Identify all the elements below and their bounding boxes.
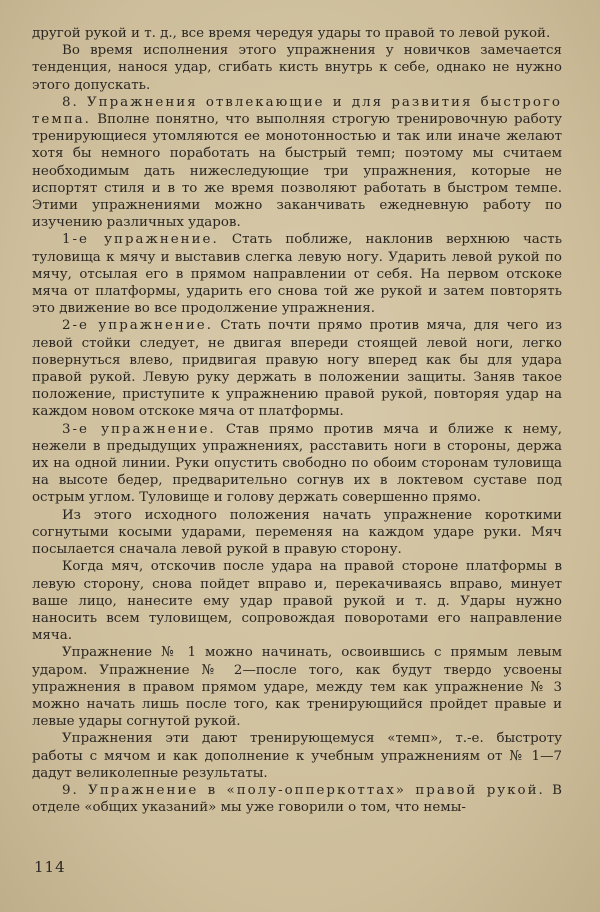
exercise-heading: 2-е упражнение.: [62, 318, 213, 334]
paragraph-exercise-2: 2-е упражнение. Стать почти прямо против мяча, для чего из левой стойки следует, не двигая впереди стоящей левой ноги, легко повернуться влево, придвигая правую ногу вперед как бы для удара правой рукой. Левую руку держать в положении защиты. Заняв такое положение, приступите к упражнению правой рукой, повторяя удар на каждом новом отскоке мяча от платформы.: [32, 318, 562, 420]
paragraph: Упражнения эти дают тренирующемуся «темп», т.-е. быстроту работы с мячом и как дополнение к учебным упражнениям от № 1—7 дадут великолепные результаты.: [32, 731, 562, 781]
paragraph-section-9: 9. Упражнение в «полу-опперкоттах» правой рукой. В отделе «общих указаний» мы уже говорили о том, что немы-: [32, 782, 562, 816]
paragraph: Во время исполнения этого упражнения у новичков замечается тенденция, нанося удар, сгибать кисть внутрь к себе, однако не нужно этого допускать.: [32, 43, 562, 93]
section-heading: 8. Упражнения отвлекающие и для развития быстрого темпа.: [32, 94, 562, 128]
paragraph-exercise-1: 1-е упражнение. Стать поближе, наклонив верхнюю часть туловища к мячу и выставив слегка левую ногу. Ударить левой рукой по мячу, отсылая его в прямом направлении от себя. На первом отскоке мяча от платформы, ударить его снова той же рукой и затем повторять это движение во все продолжение упражнения.: [32, 232, 562, 317]
paragraph: Из этого исходного положения начать упражнение короткими согнутыми косыми ударами, переменяя на каждом ударе руки. Мяч посылается сначала левой рукой в правую сторону.: [32, 507, 562, 558]
paragraph: Упражнение № 1 можно начинать, освоившись с прямым левым ударом. Упражнение № 2—после того, как будут твердо усвоены упражнения в правом прямом ударе, между тем как упражнение № 3 можно начать лишь после того, как тренирующийся пройдет правые и левые удары согнутой рукой.: [32, 645, 562, 730]
page-number: 114: [34, 858, 66, 876]
paragraph: Когда мяч, отскочив после удара на правой стороне платформы в левую сторону, снова пойдет вправо и, перекачиваясь вправо, минует ваше лицо, нанесите ему удар правой рукой и т. д. Удары нужно наносить всем туловищем, сопровождая поворотами его направление мяча.: [32, 559, 562, 644]
exercise-heading: 3-е упражнение.: [62, 421, 216, 437]
paragraph-exercise-3: 3-е упражнение. Став прямо против мяча и ближе к нему, нежели в предыдущих упражнениях, расставить ноги в стороны, держа их на одной линии. Руки опустить свободно по обоим сторонам туловища на высоте бедер, предварительно согнув их в локтевом суставе под острым углом. Туловище и голову держать совершенно прямо.: [32, 421, 562, 506]
exercise-heading: 1-е упражнение.: [62, 232, 219, 248]
paragraph: другой рукой и т. д., все время чередуя удары то правой то левой рукой.: [32, 26, 551, 41]
section-heading: 9. Упражнение в «полу-опперкоттах» правой рукой.: [62, 782, 545, 798]
body-text: [32, 25, 562, 816]
paragraph-section-8: 8. Упражнения отвлекающие и для развития быстрого темпа. Вполне понятно, что выполняя строгую тренировочную работу тренирующиеся утомляются ее монотонностью и так или иначе желают хотя бы немного поработать на быстрый темп; поэтому мы считаем необходимым дать нижеследующие три упражнения, которые не испортят стиля и в то же время позволяют работать в быстром темпе. Этими упражнениями можно заканчивать ежедневную работу по изучению различных ударов.: [32, 94, 562, 231]
